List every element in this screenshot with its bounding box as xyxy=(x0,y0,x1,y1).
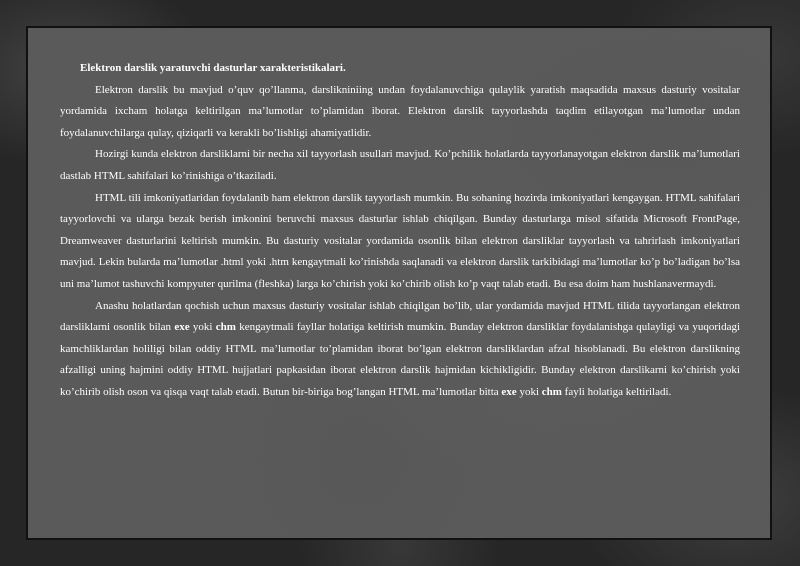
paragraph-text: fayli holatiga keltiriladi. xyxy=(561,385,672,398)
paragraph-definition: Elektron darslik bu mavjud o’quv qo’llanma, darslikniniing undan foydalanuvchiga qulaylik yaratish maqsadida maxsus dasturiy vositalar yordamida ixcham holatga keltirilgan ma’lumotlar to’plamidan iborat. Elektron darslik tayyorlashda taqdim etilayotgan ma’lumotlar undan foydalanuvchilarga qulay, qiziqarli va kerakli bo’lishligi ahamiyatlidir. xyxy=(60,83,740,139)
paragraph-text: yoki xyxy=(516,385,542,398)
document-heading: Elektron darslik yaratuvchi dasturlar xarakteristikalari. xyxy=(80,62,346,74)
chm-term: chm xyxy=(541,385,562,398)
paragraph-text: yoki xyxy=(189,321,216,334)
paragraph-text: Anashu holatlardan qochish uchun maxsus dasturiy vositalar ishlab chiqilgan bo’lib, ular yordamida mavjud HTML tilida tayyorlangan elektron darsliklarni osonlik bilan xyxy=(60,299,740,334)
exe-term: exe xyxy=(501,385,517,398)
paragraph-methods: Hozirgi kunda elektron darsliklarni bir necha xil tayyorlash usullari mavjud. Ko’pchilik holatlarda tayyorlanayotgan elektron darslik ma’lumotlari dastlab HTML sahifalari ko’rinishiga o’tkaziladi. xyxy=(60,148,740,182)
document-body xyxy=(60,58,740,404)
exe-term: exe xyxy=(174,321,190,334)
paragraph-exe-chm xyxy=(60,296,740,404)
paragraph-html-tools: HTML tili imkoniyatlaridan foydalanib ham elektron darslik tayyorlash mumkin. Bu sohaning hozirda imkoniyatlari kengaygan. HTML sahifalari tayyorlovchi va ularga bezak berish imkonini beruvchi maxsus dasturlar ishlab chiqilgan. Bunday dasturlarga misol sifatida Microsoft FrontPage, Dreamweaver dasturlarini keltirish mumkin. Bu dasturiy vositalar yordamida osonlik bilan elektron darsliklar tayyorlash va tahrirlash imkoniyatlari mavjud. Lekin bularda ma’lumotlar .html yoki .htm kengaytmali ko’rinishda saqlanadi va elektron darslik tarkibidagi ma’lumotlar ko’p bo’ladigan bo’lsa uni ma’lumot tashuvchi kompyuter qurilma (fleshka) larga ko’chirish yoki ko’chirib olish ko’p vaqt talab etadi. Bu esa doim ham hushlanavermaydi. xyxy=(60,191,740,290)
chm-term: chm xyxy=(215,321,236,334)
paragraph-text: kengaytmali fayllar holatiga keltirish mumkin. Bunday elektron darsliklar foydalanishga qulayligi va yuqoridagi kamchliklardan holiligi bilan oddiy HTML ma’lumotlar to’plamidan iborat bo’lgan elektron darsliklardan afzal hisoblanadi. Bu elektron darslikning afzalligi uning hajmini oddiy HTML hujjatlari papkasidan iborat elektron darslik hajmidan kichikligidir. Bunday elektron darslikarni ko’chirish yoki ko’chirib olish oson va qisqa vaqt talab etadi. Butun bir-biriga bog’langan HTML ma’lumotlar bitta xyxy=(60,321,741,398)
